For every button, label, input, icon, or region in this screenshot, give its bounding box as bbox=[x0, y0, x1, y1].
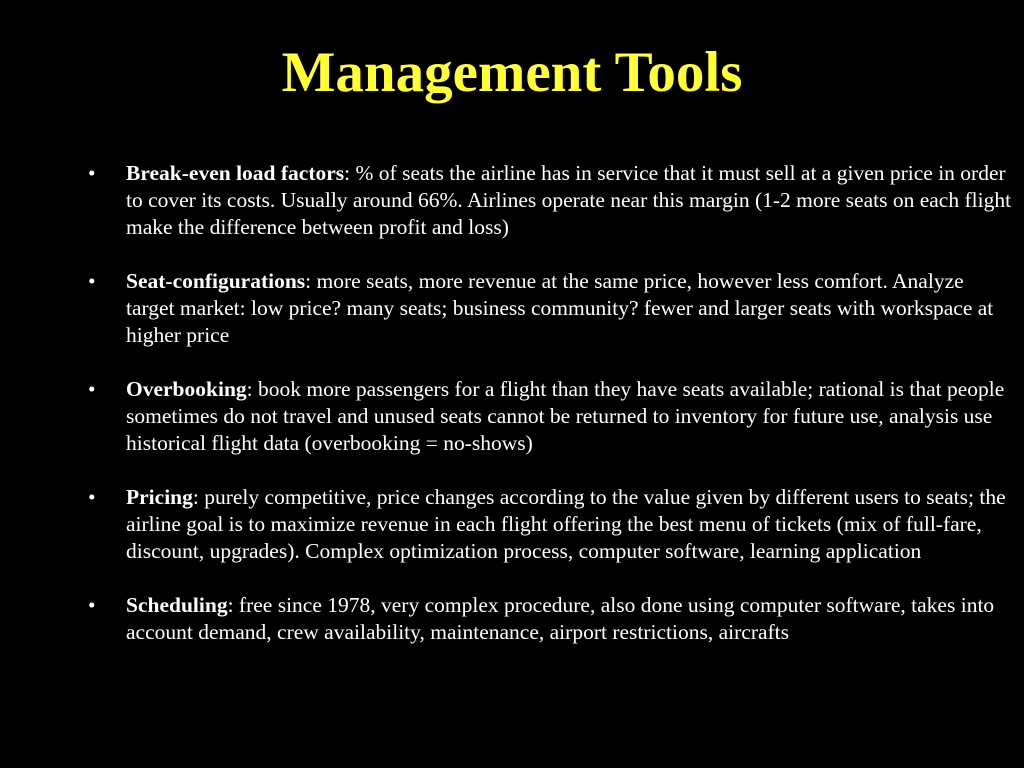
slide-title: Management Tools bbox=[281, 41, 743, 104]
bullet-text: : % of seats the airline has in service that it must sell at a given price in order to cover its costs. Usually around 66%. Airlines operate near this margin (1-2 more seats on each flight make the difference between profit and loss) bbox=[126, 161, 1012, 239]
bullet-term: Overbooking bbox=[126, 377, 247, 401]
bullet-dot-icon: • bbox=[88, 161, 96, 185]
bullet-term: Scheduling bbox=[126, 593, 228, 617]
bullet-text: : purely competitive, price changes according to the value given by different users to seats; the airline goal is to maximize revenue in each flight offering the best menu of tickets (mix of full-fare, discount, upgrades). Complex optimization process, computer software, learning application bbox=[126, 485, 1006, 563]
bullet-dot-icon: • bbox=[88, 269, 96, 293]
bullet-term: Break-even load factors bbox=[126, 161, 345, 185]
bullet-break-even bbox=[88, 160, 1016, 241]
bullet-overbooking bbox=[88, 376, 1016, 457]
bullet-dot-icon: • bbox=[88, 485, 96, 509]
bullet-term: Pricing bbox=[126, 485, 193, 509]
bullet-term: Seat-configurations bbox=[126, 269, 306, 293]
bullet-text: : more seats, more revenue at the same price, however less comfort. Analyze target market: low price? many seats; business community? fewer and larger seats with workspace at higher price bbox=[126, 269, 994, 347]
bullet-seat-configurations bbox=[88, 268, 1016, 349]
bullet-pricing bbox=[88, 484, 1016, 565]
bullet-dot-icon: • bbox=[88, 377, 96, 401]
bullet-text: : book more passengers for a flight than they have seats available; rational is that people sometimes do not travel and unused seats cannot be returned to inventory for future use, analysis use historical flight data (overbooking = no-shows) bbox=[126, 377, 1005, 455]
bullet-dot-icon: • bbox=[88, 593, 96, 617]
bullet-text: : free since 1978, very complex procedure, also done using computer software, takes into account demand, crew availability, maintenance, airport restrictions, aircrafts bbox=[126, 593, 995, 644]
bullet-scheduling bbox=[88, 592, 1016, 646]
bullet-list bbox=[88, 160, 1016, 673]
